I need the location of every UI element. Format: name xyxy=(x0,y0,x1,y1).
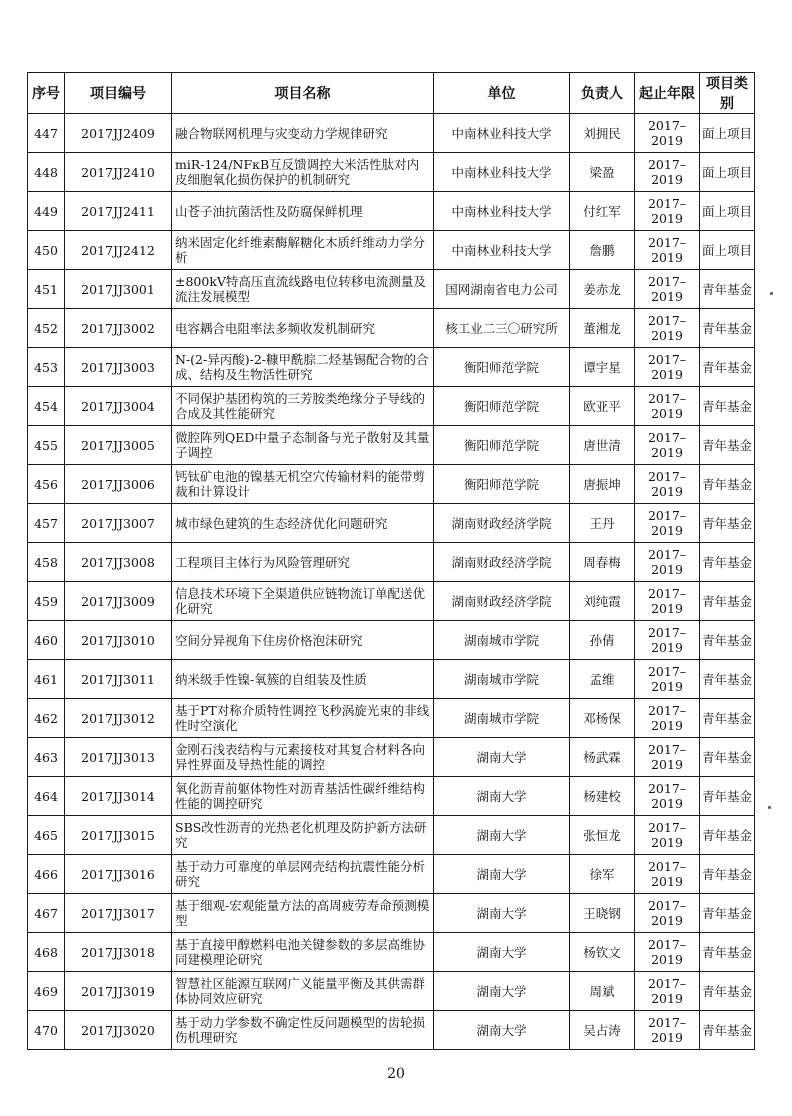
period: 2017– 2019 xyxy=(635,348,700,387)
period: 2017– 2019 xyxy=(635,894,700,933)
row-number: 465 xyxy=(28,816,65,855)
unit-name: 湖南城市学院 xyxy=(434,660,570,699)
lead-name: 谭宇星 xyxy=(570,348,635,387)
project-name: ±800kV特高压直流线路电位转移电流测量及流注发展模型 xyxy=(172,270,434,309)
lead-name: 姜赤龙 xyxy=(570,270,635,309)
project-name: 基于直接甲醇燃料电池关键参数的多层高维协同建模理论研究 xyxy=(172,933,434,972)
project-category: 青年基金 xyxy=(700,348,755,387)
project-category: 青年基金 xyxy=(700,270,755,309)
project-code: 2017JJ2412 xyxy=(65,231,172,270)
lead-name: 王丹 xyxy=(570,504,635,543)
project-category: 青年基金 xyxy=(700,738,755,777)
period: 2017– 2019 xyxy=(635,465,700,504)
project-code: 2017JJ3020 xyxy=(65,1011,172,1050)
table-row xyxy=(28,933,755,972)
project-category: 面上项目 xyxy=(700,153,755,192)
lead-name: 孙倩 xyxy=(570,621,635,660)
table-row xyxy=(28,192,755,231)
project-code: 2017JJ3016 xyxy=(65,855,172,894)
table-row xyxy=(28,855,755,894)
project-category: 青年基金 xyxy=(700,972,755,1011)
lead-name: 吴占涛 xyxy=(570,1011,635,1050)
project-name: 山苍子油抗菌活性及防腐保鲜机理 xyxy=(172,192,434,231)
project-code: 2017JJ3001 xyxy=(65,270,172,309)
lead-name: 徐军 xyxy=(570,855,635,894)
project-name: 基于动力可靠度的单层网壳结构抗震性能分析研究 xyxy=(172,855,434,894)
unit-name: 衡阳师范学院 xyxy=(434,465,570,504)
lead-name: 孟维 xyxy=(570,660,635,699)
row-number: 461 xyxy=(28,660,65,699)
row-number: 459 xyxy=(28,582,65,621)
project-name: 纳米固定化纤维素酶解糖化木质纤维动力学分析 xyxy=(172,231,434,270)
unit-name: 国网湖南省电力公司 xyxy=(434,270,570,309)
row-number: 450 xyxy=(28,231,65,270)
project-category: 青年基金 xyxy=(700,582,755,621)
unit-name: 湖南城市学院 xyxy=(434,621,570,660)
table-row xyxy=(28,816,755,855)
table-row xyxy=(28,660,755,699)
table-row xyxy=(28,426,755,465)
table-row xyxy=(28,309,755,348)
lead-name: 王晓钢 xyxy=(570,894,635,933)
table-row xyxy=(28,270,755,309)
lead-name: 付红军 xyxy=(570,192,635,231)
lead-name: 邓杨保 xyxy=(570,699,635,738)
project-category: 面上项目 xyxy=(700,192,755,231)
project-category: 面上项目 xyxy=(700,231,755,270)
project-name: 基于动力学参数不确定性反问题模型的齿轮损伤机理研究 xyxy=(172,1011,434,1050)
project-code: 2017JJ3014 xyxy=(65,777,172,816)
unit-name: 中南林业科技大学 xyxy=(434,231,570,270)
project-code: 2017JJ3007 xyxy=(65,504,172,543)
row-number: 467 xyxy=(28,894,65,933)
period: 2017– 2019 xyxy=(635,855,700,894)
unit-name: 湖南大学 xyxy=(434,777,570,816)
table-row xyxy=(28,153,755,192)
lead-name: 刘纯霞 xyxy=(570,582,635,621)
period: 2017– 2019 xyxy=(635,933,700,972)
unit-name: 衡阳师范学院 xyxy=(434,348,570,387)
project-name: 氧化沥青前躯体物性对沥青基活性碳纤维结构性能的调控研究 xyxy=(172,777,434,816)
project-category: 青年基金 xyxy=(700,426,755,465)
project-name: SBS改性沥青的光热老化机理及防护新方法研究 xyxy=(172,816,434,855)
unit-name: 中南林业科技大学 xyxy=(434,192,570,231)
project-code: 2017JJ3010 xyxy=(65,621,172,660)
period: 2017– 2019 xyxy=(635,738,700,777)
row-number: 468 xyxy=(28,933,65,972)
scan-speck xyxy=(770,292,773,295)
project-code: 2017JJ3012 xyxy=(65,699,172,738)
project-category: 青年基金 xyxy=(700,855,755,894)
unit-name: 湖南财政经济学院 xyxy=(434,582,570,621)
lead-name: 詹鹏 xyxy=(570,231,635,270)
row-number: 448 xyxy=(28,153,65,192)
period: 2017– 2019 xyxy=(635,699,700,738)
unit-name: 核工业二三〇研究所 xyxy=(434,309,570,348)
project-code: 2017JJ2409 xyxy=(65,114,172,153)
header-code: 项目编号 xyxy=(65,73,172,114)
project-name: 城市绿色建筑的生态经济优化问题研究 xyxy=(172,504,434,543)
header-lead: 负责人 xyxy=(570,73,635,114)
period: 2017– 2019 xyxy=(635,426,700,465)
period: 2017– 2019 xyxy=(635,660,700,699)
period: 2017– 2019 xyxy=(635,309,700,348)
project-code: 2017JJ3008 xyxy=(65,543,172,582)
period: 2017– 2019 xyxy=(635,504,700,543)
row-number: 456 xyxy=(28,465,65,504)
project-table xyxy=(27,72,755,1050)
table-row xyxy=(28,504,755,543)
header-name: 项目名称 xyxy=(172,73,434,114)
period: 2017– 2019 xyxy=(635,114,700,153)
scan-speck xyxy=(768,806,771,809)
row-number: 452 xyxy=(28,309,65,348)
lead-name: 梁盈 xyxy=(570,153,635,192)
project-code: 2017JJ3017 xyxy=(65,894,172,933)
header-row xyxy=(28,73,755,114)
table-row xyxy=(28,1011,755,1050)
row-number: 463 xyxy=(28,738,65,777)
row-number: 460 xyxy=(28,621,65,660)
lead-name: 董湘龙 xyxy=(570,309,635,348)
project-category: 青年基金 xyxy=(700,465,755,504)
project-category: 青年基金 xyxy=(700,894,755,933)
project-name: 融合物联网机理与灾变动力学规律研究 xyxy=(172,114,434,153)
period: 2017– 2019 xyxy=(635,153,700,192)
project-code: 2017JJ2410 xyxy=(65,153,172,192)
table-row xyxy=(28,231,755,270)
project-name: 微腔阵列QED中量子态制备与光子散射及其量子调控 xyxy=(172,426,434,465)
project-name: 基于细观-宏观能量方法的高周疲劳寿命预测模型 xyxy=(172,894,434,933)
period: 2017– 2019 xyxy=(635,387,700,426)
table-row xyxy=(28,582,755,621)
row-number: 457 xyxy=(28,504,65,543)
row-number: 449 xyxy=(28,192,65,231)
project-code: 2017JJ3005 xyxy=(65,426,172,465)
unit-name: 湖南大学 xyxy=(434,855,570,894)
project-code: 2017JJ3003 xyxy=(65,348,172,387)
project-name: 基于PT对称介质特性调控飞秒涡旋光束的非线性时空演化 xyxy=(172,699,434,738)
lead-name: 张恒龙 xyxy=(570,816,635,855)
project-code: 2017JJ3006 xyxy=(65,465,172,504)
lead-name: 杨建校 xyxy=(570,777,635,816)
row-number: 454 xyxy=(28,387,65,426)
table-row xyxy=(28,465,755,504)
row-number: 466 xyxy=(28,855,65,894)
project-name: 工程项目主体行为风险管理研究 xyxy=(172,543,434,582)
row-number: 469 xyxy=(28,972,65,1011)
project-name: N-(2-异丙酸)-2-糠甲酰腙二烃基锡配合物的合成、结构及生物活性研究 xyxy=(172,348,434,387)
table-row xyxy=(28,777,755,816)
project-category: 青年基金 xyxy=(700,387,755,426)
lead-name: 周斌 xyxy=(570,972,635,1011)
project-category: 青年基金 xyxy=(700,816,755,855)
project-category: 青年基金 xyxy=(700,504,755,543)
project-category: 青年基金 xyxy=(700,543,755,582)
table-row xyxy=(28,543,755,582)
unit-name: 湖南大学 xyxy=(434,738,570,777)
project-code: 2017JJ3009 xyxy=(65,582,172,621)
table-row xyxy=(28,621,755,660)
project-category: 青年基金 xyxy=(700,699,755,738)
project-name: 金刚石浅表结构与元素接枝对其复合材料各向异性界面及导热性能的调控 xyxy=(172,738,434,777)
header-no: 序号 xyxy=(28,73,65,114)
period: 2017– 2019 xyxy=(635,1011,700,1050)
unit-name: 衡阳师范学院 xyxy=(434,387,570,426)
unit-name: 中南林业科技大学 xyxy=(434,153,570,192)
project-category: 青年基金 xyxy=(700,621,755,660)
project-name: 电容耦合电阻率法多频收发机制研究 xyxy=(172,309,434,348)
unit-name: 湖南财政经济学院 xyxy=(434,504,570,543)
page-number: 20 xyxy=(387,1066,405,1082)
table-row xyxy=(28,894,755,933)
project-category: 面上项目 xyxy=(700,114,755,153)
project-category: 青年基金 xyxy=(700,309,755,348)
unit-name: 湖南大学 xyxy=(434,933,570,972)
lead-name: 周春梅 xyxy=(570,543,635,582)
period: 2017– 2019 xyxy=(635,543,700,582)
unit-name: 湖南财政经济学院 xyxy=(434,543,570,582)
project-code: 2017JJ2411 xyxy=(65,192,172,231)
project-code: 2017JJ3018 xyxy=(65,933,172,972)
period: 2017– 2019 xyxy=(635,777,700,816)
project-code: 2017JJ3002 xyxy=(65,309,172,348)
period: 2017– 2019 xyxy=(635,192,700,231)
unit-name: 湖南大学 xyxy=(434,894,570,933)
project-name: 不同保护基团构筑的三芳胺类绝缘分子导线的合成及其性能研究 xyxy=(172,387,434,426)
row-number: 453 xyxy=(28,348,65,387)
period: 2017– 2019 xyxy=(635,816,700,855)
table-row xyxy=(28,972,755,1011)
project-category: 青年基金 xyxy=(700,933,755,972)
lead-name: 唐振坤 xyxy=(570,465,635,504)
row-number: 455 xyxy=(28,426,65,465)
header-category: 项目类别 xyxy=(700,73,755,114)
lead-name: 唐世清 xyxy=(570,426,635,465)
project-category: 青年基金 xyxy=(700,777,755,816)
project-name: miR-124/NFκB互反馈调控大米活性肽对内皮细胞氧化损伤保护的机制研究 xyxy=(172,153,434,192)
lead-name: 欧亚平 xyxy=(570,387,635,426)
row-number: 464 xyxy=(28,777,65,816)
project-code: 2017JJ3015 xyxy=(65,816,172,855)
lead-name: 杨钦文 xyxy=(570,933,635,972)
project-name: 纳米级手性镍-氧簇的自组装及性质 xyxy=(172,660,434,699)
project-name: 智慧社区能源互联网广义能量平衡及其供需群体协同效应研究 xyxy=(172,972,434,1011)
project-name: 空间分异视角下住房价格泡沫研究 xyxy=(172,621,434,660)
project-category: 青年基金 xyxy=(700,1011,755,1050)
table-row xyxy=(28,114,755,153)
unit-name: 中南林业科技大学 xyxy=(434,114,570,153)
period: 2017– 2019 xyxy=(635,270,700,309)
lead-name: 刘拥民 xyxy=(570,114,635,153)
row-number: 462 xyxy=(28,699,65,738)
project-code: 2017JJ3019 xyxy=(65,972,172,1011)
project-code: 2017JJ3013 xyxy=(65,738,172,777)
project-category: 青年基金 xyxy=(700,660,755,699)
unit-name: 湖南城市学院 xyxy=(434,699,570,738)
unit-name: 湖南大学 xyxy=(434,1011,570,1050)
table-row xyxy=(28,738,755,777)
table-row xyxy=(28,348,755,387)
period: 2017– 2019 xyxy=(635,621,700,660)
project-code: 2017JJ3004 xyxy=(65,387,172,426)
header-unit: 单位 xyxy=(434,73,570,114)
period: 2017– 2019 xyxy=(635,972,700,1011)
header-period: 起止年限 xyxy=(635,73,700,114)
period: 2017– 2019 xyxy=(635,231,700,270)
project-name: 钙钛矿电池的镍基无机空穴传输材料的能带剪裁和计算设计 xyxy=(172,465,434,504)
unit-name: 湖南大学 xyxy=(434,972,570,1011)
project-code: 2017JJ3011 xyxy=(65,660,172,699)
period: 2017– 2019 xyxy=(635,582,700,621)
lead-name: 杨武霖 xyxy=(570,738,635,777)
row-number: 458 xyxy=(28,543,65,582)
table-row xyxy=(28,387,755,426)
unit-name: 衡阳师范学院 xyxy=(434,426,570,465)
project-name: 信息技术环境下全渠道供应链物流订单配送优化研究 xyxy=(172,582,434,621)
row-number: 470 xyxy=(28,1011,65,1050)
unit-name: 湖南大学 xyxy=(434,816,570,855)
row-number: 451 xyxy=(28,270,65,309)
row-number: 447 xyxy=(28,114,65,153)
table-row xyxy=(28,699,755,738)
